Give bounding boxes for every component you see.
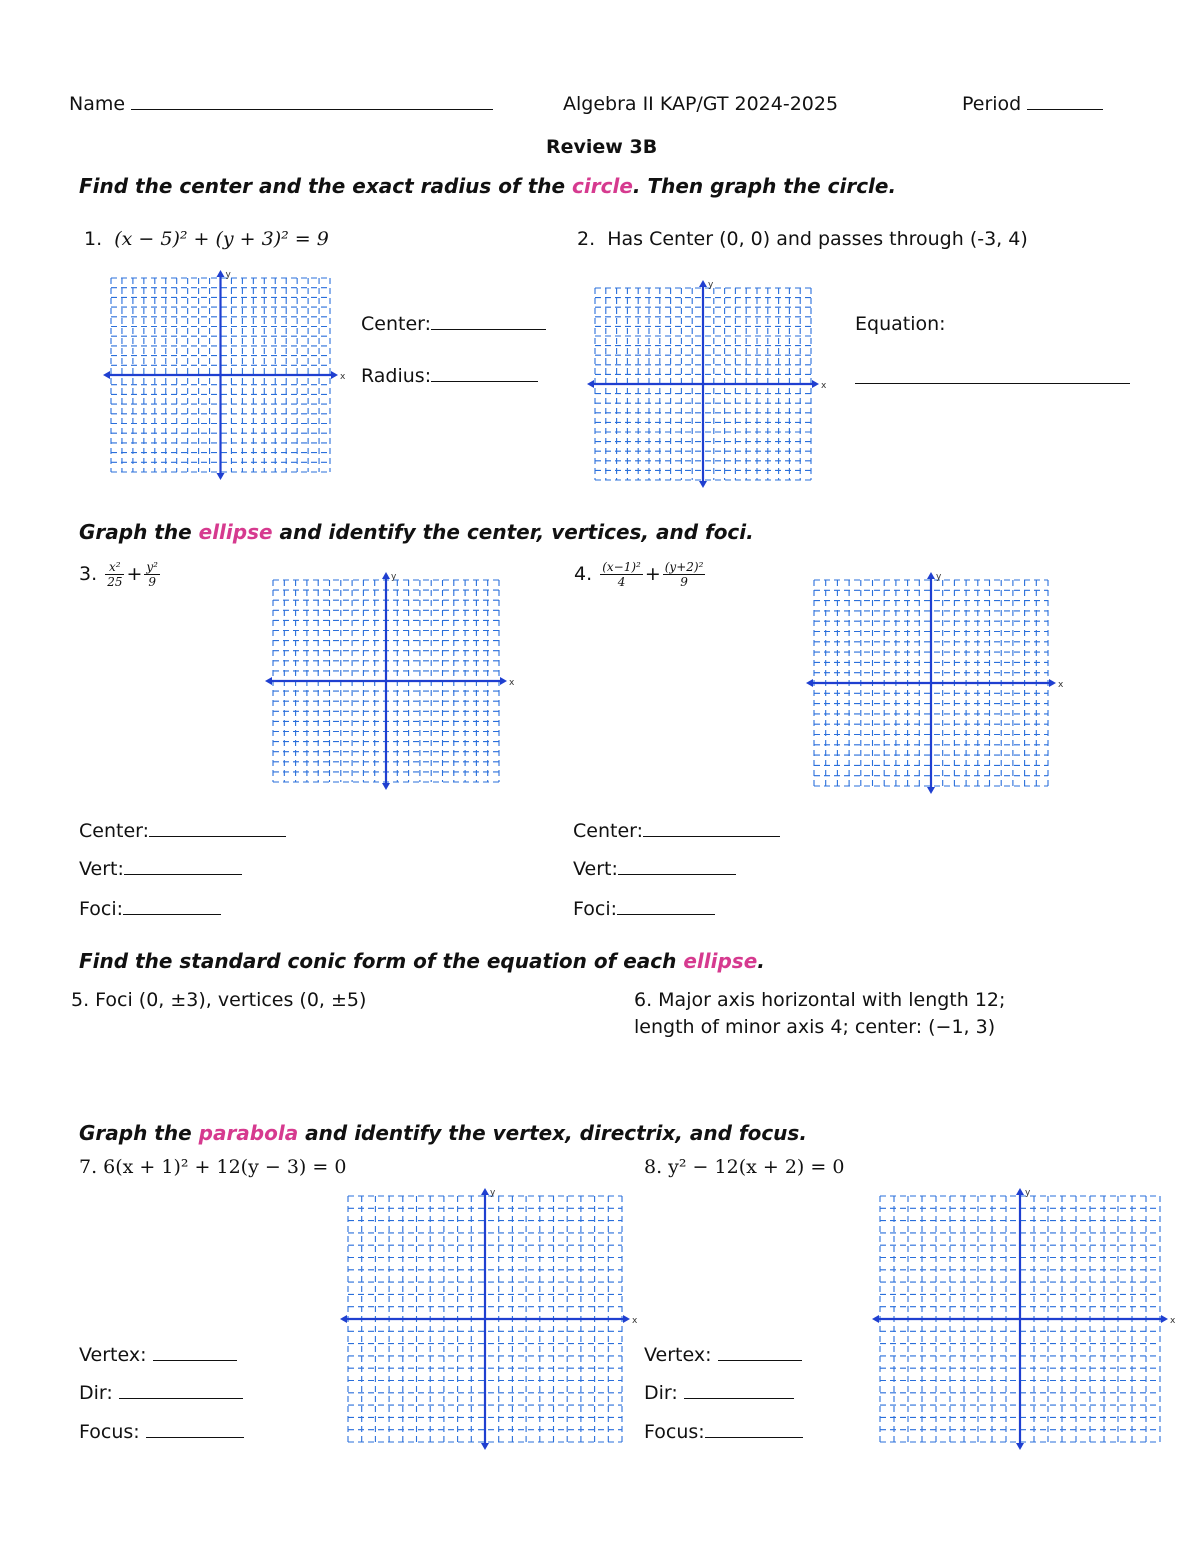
- y-axis-arrow-up: [217, 270, 225, 277]
- equation-blank-2[interactable]: [855, 383, 1130, 384]
- focus-answer-7[interactable]: Focus:: [79, 1421, 244, 1443]
- y-axis-arrow-down: [217, 473, 225, 480]
- center-answer-3[interactable]: Center:: [79, 820, 286, 842]
- axes: [587, 280, 827, 488]
- x-axis-arrow-left: [340, 1315, 347, 1323]
- axes: [872, 1188, 1176, 1450]
- x-axis-arrow-left: [806, 679, 813, 687]
- period-blank[interactable]: [1027, 109, 1103, 110]
- x-axis-arrow-left: [103, 371, 110, 379]
- x-axis-label: x: [1058, 680, 1064, 690]
- vert-answer-3[interactable]: Vert:: [79, 858, 242, 880]
- axes: [103, 270, 346, 480]
- y-axis-arrow-up: [927, 572, 935, 579]
- x-axis-label: x: [632, 1316, 638, 1326]
- coordinate-grid-3[interactable]: [265, 572, 515, 790]
- problem-6-line-1: 6. Major axis horizontal with length 12;: [634, 989, 1006, 1011]
- coordinate-grid-8[interactable]: [872, 1188, 1176, 1450]
- y-axis-label: y: [936, 572, 942, 582]
- foci-answer-3[interactable]: Foci:: [79, 898, 221, 920]
- instruction-ellipse-form: Find the standard conic form of the equation of each ellipse.: [79, 949, 765, 973]
- problem-7: 7. 6(x + 1)² + 12(y − 3) = 0: [79, 1156, 347, 1178]
- y-axis-label: y: [1025, 1188, 1031, 1198]
- y-axis-arrow-down: [382, 783, 390, 790]
- dir-answer-7[interactable]: Dir:: [79, 1382, 243, 1404]
- radius-answer-1[interactable]: Radius:: [361, 365, 538, 387]
- x-axis-label: x: [509, 678, 515, 688]
- y-axis-label: y: [225, 270, 231, 280]
- problem-8: 8. y² − 12(x + 2) = 0: [644, 1156, 845, 1178]
- y-axis-arrow-up: [481, 1188, 489, 1195]
- center-answer-4[interactable]: Center:: [573, 820, 780, 842]
- y-axis-arrow-down: [481, 1443, 489, 1450]
- problem-5: 5. Foci (0, ±3), vertices (0, ±5): [71, 989, 367, 1011]
- coordinate-grid-7[interactable]: [340, 1188, 638, 1450]
- focus-answer-8[interactable]: Focus:: [644, 1421, 803, 1443]
- vertex-answer-7[interactable]: Vertex:: [79, 1344, 237, 1366]
- center-answer-1[interactable]: Center:: [361, 313, 546, 335]
- x-axis-arrow-right: [500, 677, 507, 685]
- y-axis-arrow-down: [699, 481, 707, 488]
- vert-answer-4[interactable]: Vert:: [573, 858, 736, 880]
- axes: [340, 1188, 638, 1450]
- name-field[interactable]: Name: [69, 93, 493, 115]
- problem-4: 4. $\frac{\text{(x−1)²}}{4}$ + $\frac{\text{(y+2)²}}{9}$: [574, 560, 704, 589]
- axes: [265, 572, 515, 790]
- name-blank[interactable]: [131, 109, 493, 110]
- instruction-ellipse-graph: Graph the ellipse and identify the center, vertices, and foci.: [79, 520, 754, 544]
- problem-1: 1. (x − 5)² + (y + 3)² = 9: [84, 228, 329, 250]
- x-axis-arrow-right: [1049, 679, 1056, 687]
- x-axis-arrow-right: [812, 380, 819, 388]
- problem-2: 2. Has Center (0, 0) and passes through (-3, 4): [577, 228, 1028, 250]
- coordinate-grid-2[interactable]: [587, 280, 827, 488]
- x-axis-arrow-right: [623, 1315, 630, 1323]
- y-axis-arrow-up: [382, 572, 390, 579]
- equation-label-2: Equation:: [855, 313, 946, 335]
- x-axis-arrow-left: [587, 380, 594, 388]
- problem-3: 3. $\frac{\text{x²}}{25}$ + $\frac{\text{y²}}{9}$: [79, 560, 158, 589]
- coordinate-grid-1[interactable]: [103, 270, 346, 480]
- x-axis-arrow-right: [331, 371, 338, 379]
- page-title: Review 3B: [546, 136, 658, 158]
- instruction-parabola: Graph the parabola and identify the vertex, directrix, and focus.: [79, 1121, 807, 1145]
- y-axis-label: y: [708, 280, 714, 290]
- y-axis-arrow-down: [927, 787, 935, 794]
- coordinate-grid-4[interactable]: [806, 572, 1064, 794]
- x-axis-label: x: [340, 372, 346, 382]
- y-axis-label: y: [490, 1188, 496, 1198]
- dir-answer-8[interactable]: Dir:: [644, 1382, 794, 1404]
- y-axis-arrow-down: [1016, 1443, 1024, 1450]
- vertex-answer-8[interactable]: Vertex:: [644, 1344, 802, 1366]
- problem-6-line-2: length of minor axis 4; center: (−1, 3): [634, 1016, 996, 1038]
- course-title: Algebra II KAP/GT 2024-2025: [563, 93, 839, 115]
- x-axis-label: x: [1170, 1316, 1176, 1326]
- axes: [806, 572, 1064, 794]
- y-axis-arrow-up: [1016, 1188, 1024, 1195]
- foci-answer-4[interactable]: Foci:: [573, 898, 715, 920]
- x-axis-arrow-right: [1161, 1315, 1168, 1323]
- x-axis-arrow-left: [872, 1315, 879, 1323]
- x-axis-label: x: [821, 381, 827, 391]
- y-axis-arrow-up: [699, 280, 707, 287]
- period-field[interactable]: Period: [962, 93, 1103, 115]
- x-axis-arrow-left: [265, 677, 272, 685]
- y-axis-label: y: [391, 572, 397, 582]
- instruction-circle: Find the center and the exact radius of the circle. Then graph the circle.: [79, 174, 897, 198]
